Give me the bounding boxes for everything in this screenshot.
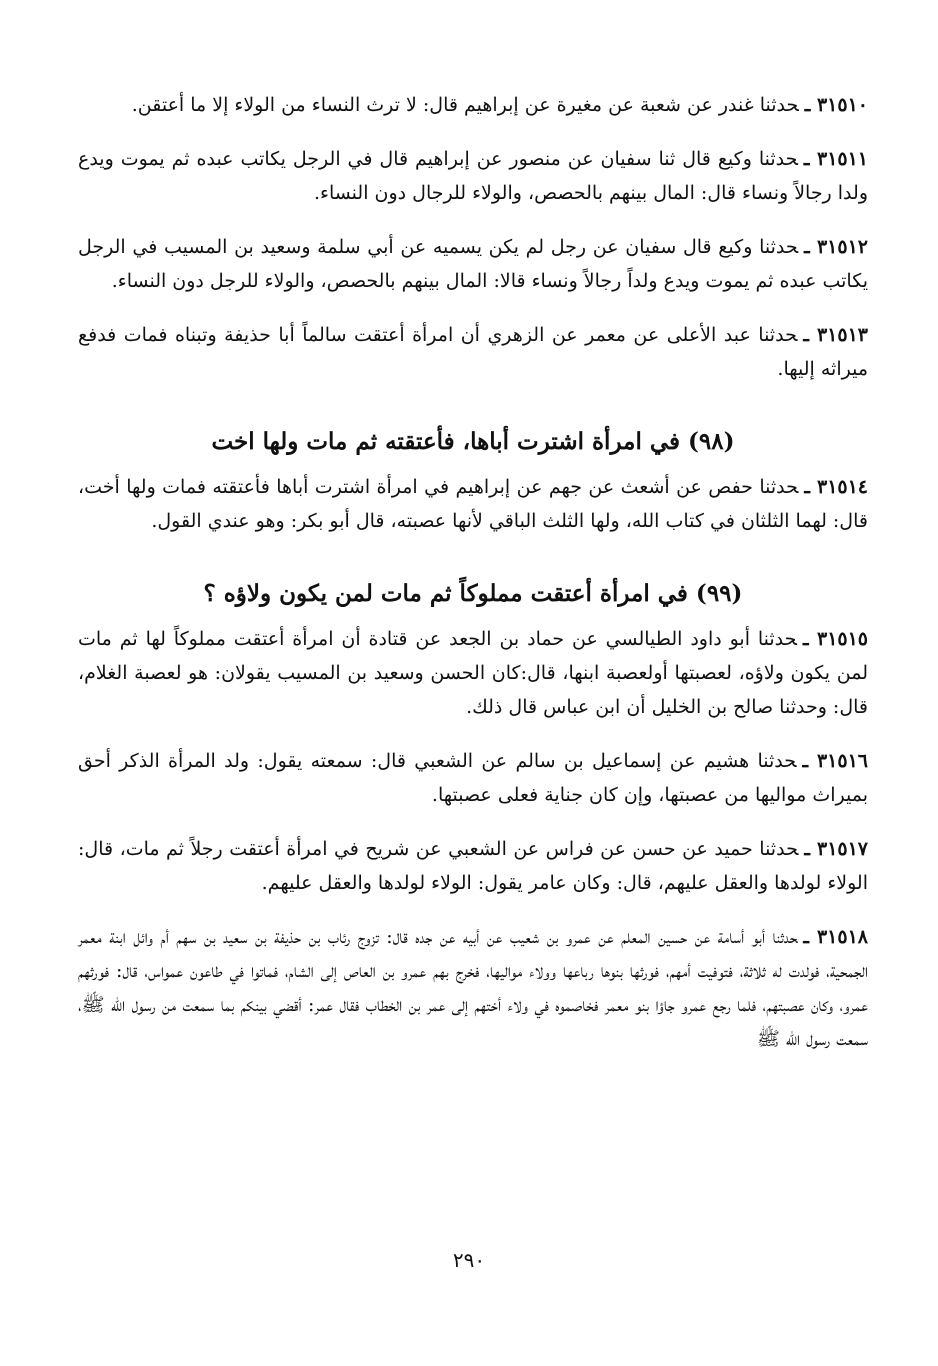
hadith-paragraph (78, 920, 868, 1056)
hadith-number: ٣١٥١٧ ـ (804, 838, 869, 860)
hadith-text: حدثنا أبو أسامة عن حسين المعلم عن عمرو بن شعيب عن أبيه عن جده قال: تزوج رئاب بن حذيفة بن سعيد بن سهم أم وائل ابنة معمر الجمحية، فولدت له ثلاثة، فتوفيت أمهم، فورثها بنوها رباعها وولاء مواليها، فخرج بهم عمرو بن العاص إلى الشام، فماتوا في طاعون عمواس، قال: فورثهم عمرو، وكان عصبتهم، فلما رجع عمرو جاؤا بنو معمر فخاصموه في ولاء أختهم إلى عمر بن الخطاب فقال عمر: أقضي بينكم بما سمعت من رسول الله ﷺ، سمعت رسول الله ﷺ (78, 926, 868, 1050)
hadith-paragraph (78, 318, 868, 386)
page-number: ٢٩٠ (452, 1248, 486, 1272)
hadith-text: حدثنا حميد عن حسن عن فراس عن الشعبي عن شريح في امرأة أعتقت رجلاً ثم مات، قال: الولاء لولدها والعقل عليهم، قال: وكان عامر يقول: الولاء لولدها والعقل عليهم. (78, 838, 868, 894)
section-heading: (٩٨) في امرأة اشترت أباها، فأعتقته ثم مات ولها اخت (211, 428, 735, 455)
page-content (78, 88, 868, 1056)
hadith-number: ٣١٥١٣ ـ (803, 324, 868, 346)
hadith-text: حدثنا وكيع قال ثنا سفيان عن منصور عن إبراهيم قال في الرجل يكاتب عبده ثم يموت ويدع ولدا رجالاً ونساء قال: المال بينهم بالحصص، والولاء للرجال دون النساء. (78, 148, 868, 204)
hadith-text: حدثنا هشيم عن إسماعيل بن سالم عن الشعبي قال: سمعته يقول: ولد المرأة الذكر أحق بميراث مواليها من عصبتها، وإن كان جناية فعلى عصبتها. (78, 750, 868, 806)
hadith-number: ٣١٥١٦ ـ (802, 750, 868, 772)
hadith-paragraph (78, 832, 868, 900)
hadith-paragraph (78, 230, 868, 298)
hadith-text: حدثنا عبد الأعلى عن معمر عن الزهري أن امرأة أعتقت سالماً أبا حذيفة وتبناه فمات فدفع ميراثه إليها. (78, 324, 868, 380)
hadith-number: ٣١٥١٢ ـ (804, 236, 868, 258)
hadith-number: ٣١٥١٥ ـ (802, 628, 869, 650)
hadith-paragraph (78, 622, 868, 724)
hadith-number: ٣١٥١٨ ـ (803, 926, 868, 948)
section-heading: (٩٩) في امرأة أعتقت مملوكاً ثم مات لمن يكون ولاؤه ؟ (203, 580, 743, 607)
hadith-text: حدثنا غندر عن شعبة عن مغيرة عن إبراهيم قال: لا ترث النساء من الولاء إلا ما أعتقن. (131, 94, 799, 116)
hadith-number: ٣١٥١١ ـ (803, 148, 869, 170)
hadith-paragraph (78, 142, 868, 210)
hadith-number: ٣١٥١٤ ـ (804, 476, 869, 498)
hadith-text: حدثنا وكيع قال سفيان عن رجل لم يكن يسميه عن أبي سلمة وسعيد بن المسيب في الرجل يكاتب عبده ثم يموت ويدع ولداً رجالاً ونساء قالا: المال بينهم بالحصص، والولاء للرجل دون النساء. (78, 236, 868, 292)
hadith-paragraph (78, 744, 868, 812)
hadith-number: ٣١٥١٠ ـ (804, 94, 868, 116)
hadith-text: حدثنا حفص عن أشعث عن جهم عن إبراهيم في امرأة اشترت أباها فأعتقته فمات ولها أخت، قال: لهما الثلثان في كتاب الله، ولها الثلث الباقي لأنها عصبته، قال أبو بكر: وهو عندي القول. (78, 476, 868, 532)
hadith-text: حدثنا أبو داود الطيالسي عن حماد بن الجعد عن قتادة أن امرأة أعتقت مملوكاً لها ثم مات لمن يكون ولاؤه، لعصبتها أولعصبة ابنها، قال:كان الحسن وسعيد بن المسيب يقولان: هو لعصبة الغلام، قال: وحدثنا صالح بن الخليل أن ابن عباس قال ذلك. (78, 628, 868, 718)
hadith-paragraph (78, 88, 868, 122)
hadith-paragraph (78, 470, 868, 538)
